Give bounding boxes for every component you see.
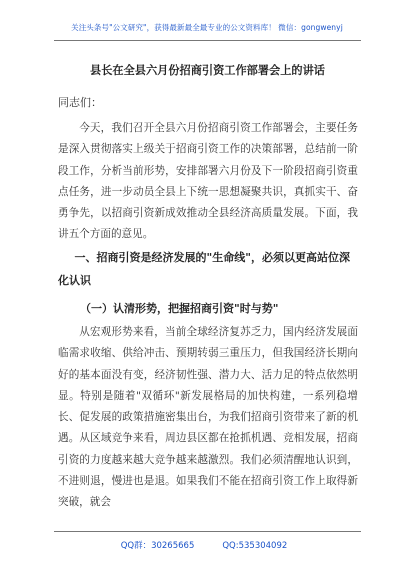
section-heading: 一、招商引资是经济发展的"生命线"，必须以更高站位深化认识 (58, 251, 350, 287)
body-paragraph (58, 322, 358, 514)
header-divider (54, 40, 361, 41)
qq-contact-link[interactable]: QQ:535304092 (222, 541, 288, 551)
body-text: 从宏观形势来看，当前全球经济复苏乏力，国内经济发展面临需求收缩、供给冲击、预期转弱三重压力，但我国经济长期向好的基本面没有变，经济韧性强、潜力大、活力足的特点依然明显。特别是随着"双循环"新发展格局的加快构建，一系列稳增长、促发展的政策措施密集出台，为我们招商引资带来了新的机遇。从区域竞争来看，周边县区都在抢抓机遇、竞相发展，招商引资的力度越来越大竞争越来越激烈。我们必须清醒地认识到，不进则退，慢进也是退。如果我们不能在招商引资工作上取得新突破，就会 (58, 326, 358, 509)
subsection-heading: （一）认清形势，把握招商引资"时与势" (80, 302, 279, 315)
footer-contacts (0, 539, 408, 551)
footer-divider (54, 531, 361, 532)
document-title: 县长在全县六月份招商引资工作部署会上的讲话 (90, 64, 325, 77)
intro-paragraph (58, 118, 358, 246)
header-promo[interactable]: 关注头条号"公文研究"，获得最新最全最专业的公文资料库！ 微信：gongwenyj (71, 23, 343, 32)
salutation: 同志们： (58, 96, 102, 109)
intro-text: 今天，我们召开全县六月份招商引资工作部署会，主要任务是深入贯彻落实上级关于招商引资工作的决策部署，总结前一阶段工作，分析当前形势，安排部署六月份及下一阶段招商引资重点任务，进一步动员全县上下统一思想凝聚共识，真抓实干、奋勇争先，以招商引资新成效推动全县经济高质量发展。下面，我讲五个方面的意见。 (58, 122, 358, 241)
qq-group-link[interactable]: QQ群：30265665 (120, 541, 195, 551)
